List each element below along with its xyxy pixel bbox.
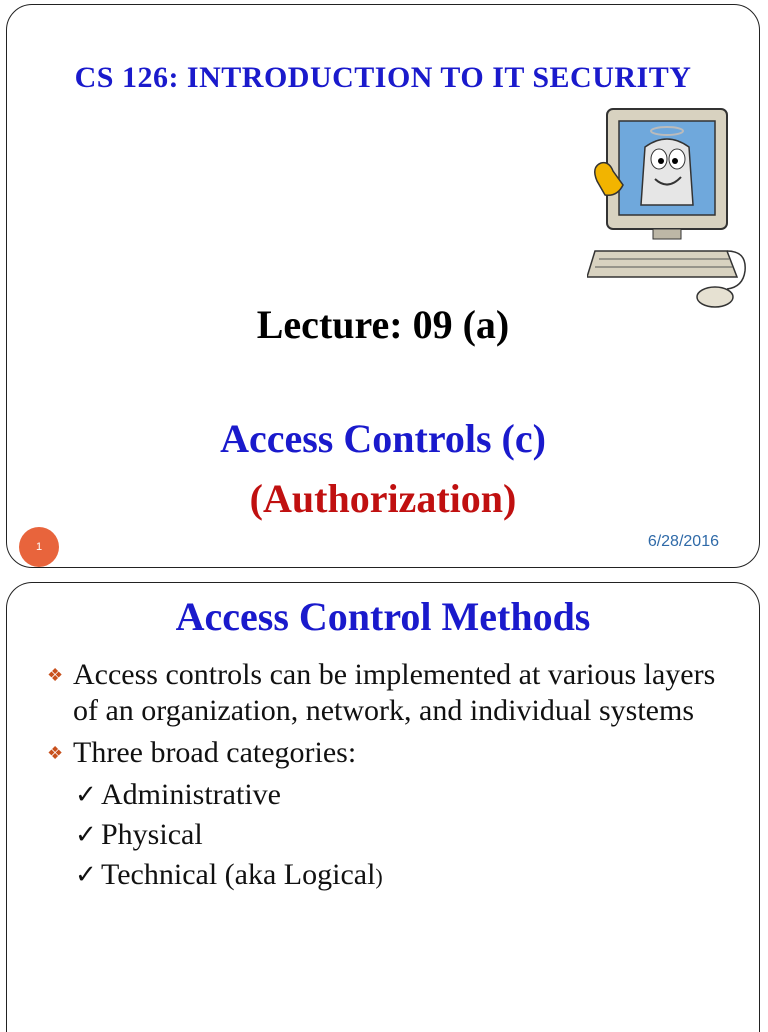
diamond-bullet-icon: ❖ [47, 743, 64, 763]
category-item-administrative [47, 777, 747, 813]
slide-date: 6/28/2016 [647, 533, 719, 550]
bullet-item [47, 657, 747, 729]
category-label: Physical [101, 818, 203, 851]
checkmark-icon: ✓ [75, 860, 97, 889]
category-label-close-paren: ) [375, 864, 383, 889]
bullet-text: Access controls can be implemented at various layers of an organization, network, and individual systems [73, 658, 716, 727]
title-slide [6, 4, 760, 568]
bullet-item [47, 735, 747, 771]
category-item-physical [47, 817, 747, 853]
course-title: CS 126: INTRODUCTION TO IT SECURITY [74, 61, 692, 94]
bullet-list [47, 657, 747, 895]
checkmark-icon: ✓ [75, 780, 97, 809]
bullet-text: Three broad categories: [73, 736, 357, 769]
category-item-technical [47, 857, 747, 895]
lecture-number: Lecture: 09 (a) [256, 302, 510, 347]
checkmark-icon: ✓ [75, 820, 97, 849]
slide-number-badge: 1 [19, 527, 59, 567]
computer-mascot-clipart [587, 101, 757, 311]
lecture-topic: Access Controls (c) [220, 416, 546, 461]
category-label: Technical (aka Logical [101, 858, 376, 891]
content-slide [6, 582, 760, 1032]
slide-title: Access Control Methods [175, 594, 591, 639]
category-label: Administrative [101, 778, 281, 811]
diamond-bullet-icon: ❖ [47, 665, 64, 685]
lecture-subtopic: (Authorization) [249, 476, 517, 521]
